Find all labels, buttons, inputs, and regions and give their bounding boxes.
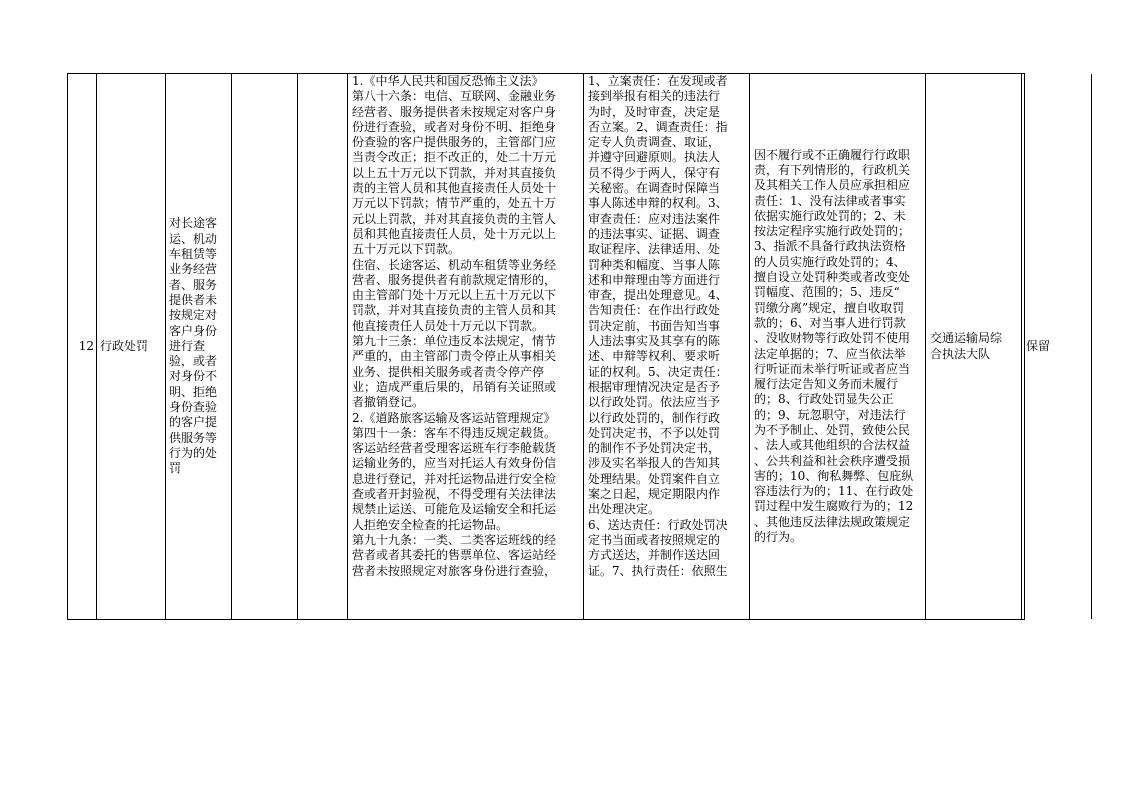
status-text: 保留 <box>1026 338 1051 353</box>
cell-blank <box>298 74 348 619</box>
department-text: 交通运输局综 合执法大队 <box>930 331 1003 361</box>
accountability-text: 因不履行或不正确履行行政职 责，有下列情形的，行政机关 及其相关工作人员应承担相应 责任：1、没有法律或者事实 依据实施行政处罚的；2、未 按法定程序实施行政处罚的； 3、指派不具备行政执法资格 的人员实施行政处罚的；4、 擅自设立处罚种类或者改变处 罚幅度、范围的；5、违反“ 罚缴分离”规定，擅自收取罚 款的；6、对当事人进行罚款 、没收财物等行政处罚不使用 法定单据的；7、应当依法举 行听证而未举行听证或者应当 履行法定告知义务而未履行 的；8、行政处罚显失公正 的；9、玩忽职守，对违法行 为不予制止、处罚，致使公民 、法人或其他组织的合法权益 、公共利益和社会秩序遭受损 害的；10、徇私舞弊、包庇纵 容违法行为的；11、在行政处 罚过程中发生腐败行为的；12 、其他违反法律法规政策规定 的行为。 <box>754 147 914 545</box>
row-number: 12 <box>78 338 94 353</box>
cell-responsibility <box>584 74 750 619</box>
legal-basis-text: 1.《中华人民共和国反恐怖主义法》 第八十六条：电信、互联网、金融业务 经营者、服务提供者未按规定对客户身 份进行查验，或者对身份不明、拒绝身 份查验的客户提供服务的，主管部门应 当责令改正；拒不改正的，处二十万元 以上五十万元以下罚款，并对其直接负 责的主管人员和其他直接责任人员处十 万元以下罚款；情节严重的，处五十万 元以上罚款，并对其直接负责的主管人 员和其他直接责任人员，处十万元以上 五十万元以下罚款。 住宿、长途客运、机动车租赁等业务经 营者、服务提供者有前款规定情形的， 由主管部门处十万元以上五十万元以下 罚款，并对其直接负责的主管人员和其 他直接责任人员处十万元以下罚款。 第九十三条：单位违反本法规定，情节 严重的，由主管部门责令停止从事相关 业务、提供相关服务或者责令停产停 业；造成严重后果的，吊销有关证照或 者撤销登记。 2.《道路旅客运输及客运站管理规定》 第四十一条：客车不得违反规定载货。 客运站经营者受理客运班车行李舱载货 运输业务的，应当对托运人有效身份信 息进行登记，并对托运物品进行安全检 查或者开封验视，不得受理有关法律法 规禁止运送、可能危及运输安全和托运 人拒绝安全检查的托运物品。 第九十九条：一类、二类客运班线的经 营者或者其委托的售票单位、客运站经 营者未按照规定对旅客身份进行查验， <box>352 74 557 578</box>
cell-basis <box>348 74 584 619</box>
responsibility-text: 1、立案责任：在发现或者 接到举报有相关的违法行 为时，及时审查，决定是 否立案。2、调查责任：指 定专人负责调查、取证， 并遵守回避原则。执法人 员不得少于两人，保守有 关秘密。在调查时保障当 事人陈述申辩的权利。3、 审查责任：应对违法案件 的违法事实、证据、调查 取证程序、法律适用、处 罚种类和幅度、当事人陈 述和申辩理由等方面进行 审查，提出处理意见。4、 告知责任：在作出行政处 罚决定前，书面告知当事 人违法事实及其享有的陈 述、申辩等权利、要求听 证的权利。5、决定责任： 根据审理情况决定是否予 以行政处罚。依法应当予 以行政处罚的，制作行政 处罚决定书，不予以处罚 的制作不予处罚决定书， 涉及实名举报人的告知其 处理结果。处罚案件自立 案之日起，规定期限内作 出处理决定。 6、送达责任：行政处罚决 定书当面或者按照规定的 方式送达，并制作送达回 证。7、执行责任：依照生 <box>588 74 728 578</box>
cell-status <box>1022 74 1092 619</box>
cell-sub-item <box>232 74 298 619</box>
authority-table <box>67 73 1051 620</box>
sub-item-text <box>232 78 238 92</box>
cell-department <box>926 74 1022 619</box>
category-text: 行政处罚 <box>100 338 149 353</box>
cell-category <box>97 74 166 619</box>
cell-item-name <box>166 74 232 619</box>
cell-number <box>68 74 97 619</box>
cell-accountability <box>750 74 926 619</box>
item-name-text: 对长途客 运、机动 车租赁等 业务经营 者、服务 提供者未 按规定对 客户身份 进行查 验，或者 对身份不 明、拒绝 身份查验 的客户提 供服务等 行为的处 罚 <box>169 216 218 476</box>
